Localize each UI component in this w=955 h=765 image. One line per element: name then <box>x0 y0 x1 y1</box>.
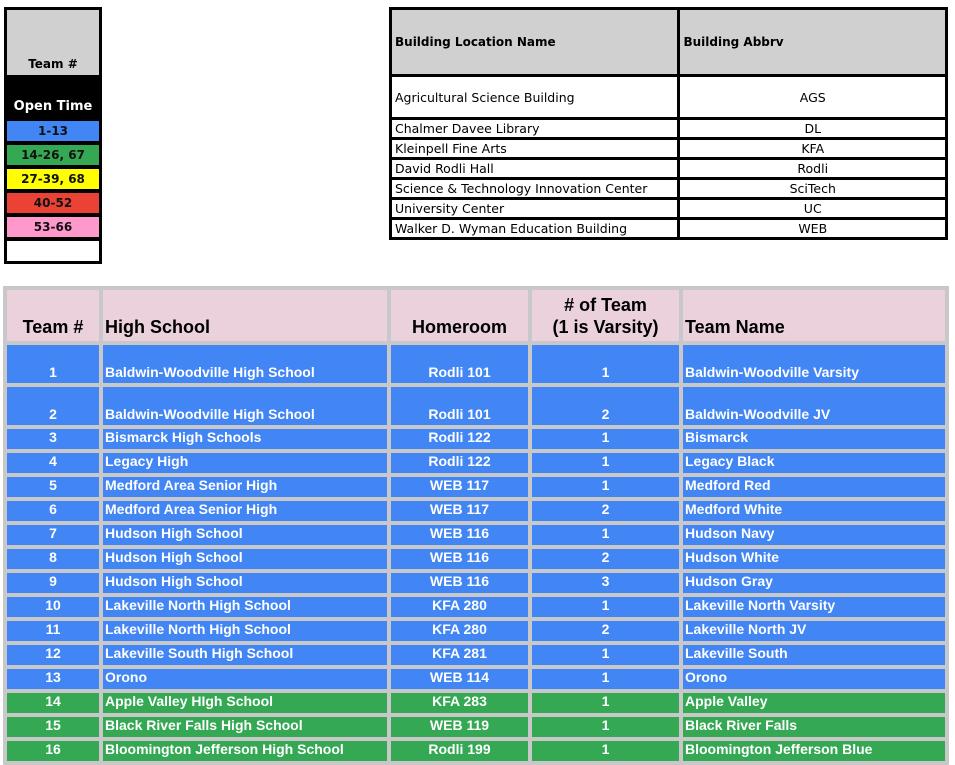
team-name: Hudson Gray <box>683 573 945 593</box>
team-number: 14 <box>7 693 99 713</box>
homeroom: WEB 119 <box>391 717 528 737</box>
building-row <box>391 199 947 219</box>
building-table <box>389 7 948 240</box>
header-num-of-team-line2: (1 is Varsity) <box>552 317 659 337</box>
high-school: Lakeville North High School <box>103 621 387 641</box>
high-school: Hudson High School <box>103 525 387 545</box>
team-count: 1 <box>532 717 679 737</box>
legend-item-yellow: 27-39, 68 <box>7 169 99 189</box>
table-row <box>7 573 945 593</box>
homeroom: Rodli 199 <box>391 741 528 761</box>
building-name: Science & Technology Innovation Center <box>391 179 679 199</box>
header-homeroom: Homeroom <box>391 290 528 341</box>
team-number: 5 <box>7 477 99 497</box>
homeroom: Rodli 101 <box>391 345 528 383</box>
high-school: Lakeville South High School <box>103 645 387 665</box>
table-row <box>7 525 945 545</box>
high-school: Bismarck High Schools <box>103 429 387 449</box>
team-number: 10 <box>7 597 99 617</box>
building-name: University Center <box>391 199 679 219</box>
team-count: 1 <box>532 525 679 545</box>
building-abbr: WEB <box>679 219 947 239</box>
team-number: 8 <box>7 549 99 569</box>
legend-item-red: 40-52 <box>7 193 99 213</box>
team-number: 9 <box>7 573 99 593</box>
table-row <box>7 549 945 569</box>
table-row <box>7 741 945 761</box>
homeroom: WEB 116 <box>391 525 528 545</box>
building-row <box>391 179 947 199</box>
homeroom: Rodli 101 <box>391 387 528 425</box>
homeroom: WEB 114 <box>391 669 528 689</box>
building-name: David Rodli Hall <box>391 159 679 179</box>
table-row <box>7 669 945 689</box>
header-building-location-name: Building Location Name <box>391 9 679 76</box>
table-row <box>7 621 945 641</box>
high-school: Medford Area Senior High <box>103 501 387 521</box>
team-count: 1 <box>532 597 679 617</box>
high-school: Legacy High <box>103 453 387 473</box>
team-count: 2 <box>532 501 679 521</box>
team-number: 4 <box>7 453 99 473</box>
table-row <box>7 597 945 617</box>
building-abbr: UC <box>679 199 947 219</box>
building-abbr: KFA <box>679 139 947 159</box>
team-count: 1 <box>532 669 679 689</box>
team-name: Hudson Navy <box>683 525 945 545</box>
high-school: Orono <box>103 669 387 689</box>
team-number: 16 <box>7 741 99 761</box>
homeroom: Rodli 122 <box>391 453 528 473</box>
building-name: Walker D. Wyman Education Building <box>391 219 679 239</box>
table-row <box>7 345 945 383</box>
team-number: 11 <box>7 621 99 641</box>
table-row <box>7 645 945 665</box>
team-name: Lakeville North Varsity <box>683 597 945 617</box>
table-row <box>7 717 945 737</box>
team-number: 13 <box>7 669 99 689</box>
high-school: Medford Area Senior High <box>103 477 387 497</box>
table-row <box>7 693 945 713</box>
homeroom: KFA 283 <box>391 693 528 713</box>
header-building-abbrv: Building Abbrv <box>679 9 947 76</box>
table-row <box>7 453 945 473</box>
header-team-name: Team Name <box>683 290 945 341</box>
building-abbr: DL <box>679 119 947 139</box>
header-num-of-team-line1: # of Team <box>564 295 647 315</box>
teams-table-header <box>7 290 945 341</box>
team-number: 6 <box>7 501 99 521</box>
team-count: 1 <box>532 693 679 713</box>
homeroom: WEB 117 <box>391 477 528 497</box>
team-name: Baldwin-Woodville Varsity <box>683 345 945 383</box>
team-count: 1 <box>532 345 679 383</box>
team-name: Bismarck <box>683 429 945 449</box>
building-abbr: AGS <box>679 76 947 119</box>
team-number: 1 <box>7 345 99 383</box>
team-name: Black River Falls <box>683 717 945 737</box>
building-name: Kleinpell Fine Arts <box>391 139 679 159</box>
legend-blank-cell <box>7 241 99 261</box>
open-time-legend <box>4 7 102 264</box>
table-row <box>7 477 945 497</box>
building-abbr: SciTech <box>679 179 947 199</box>
team-count: 1 <box>532 645 679 665</box>
header-team-number: Team # <box>7 290 99 341</box>
high-school: Bloomington Jefferson High School <box>103 741 387 761</box>
team-name: Medford Red <box>683 477 945 497</box>
header-num-of-team <box>532 290 679 341</box>
high-school: Lakeville North High School <box>103 597 387 617</box>
team-name: Lakeville North JV <box>683 621 945 641</box>
team-name: Hudson White <box>683 549 945 569</box>
homeroom: KFA 280 <box>391 597 528 617</box>
high-school: Hudson High School <box>103 549 387 569</box>
team-name: Baldwin-Woodville JV <box>683 387 945 425</box>
building-abbr: Rodli <box>679 159 947 179</box>
team-name: Bloomington Jefferson Blue <box>683 741 945 761</box>
team-name: Lakeville South <box>683 645 945 665</box>
building-row <box>391 219 947 239</box>
high-school: Hudson High School <box>103 573 387 593</box>
team-name: Medford White <box>683 501 945 521</box>
team-count: 2 <box>532 387 679 425</box>
homeroom: WEB 116 <box>391 549 528 569</box>
header-high-school: High School <box>103 290 387 341</box>
high-school: Apple Valley HIgh School <box>103 693 387 713</box>
homeroom: KFA 280 <box>391 621 528 641</box>
building-name: Agricultural Science Building <box>391 76 679 119</box>
building-row <box>391 76 947 119</box>
team-number: 7 <box>7 525 99 545</box>
team-count: 1 <box>532 453 679 473</box>
team-number: 15 <box>7 717 99 737</box>
team-number: 2 <box>7 387 99 425</box>
homeroom: WEB 117 <box>391 501 528 521</box>
homeroom: KFA 281 <box>391 645 528 665</box>
legend-item-pink: 53-66 <box>7 217 99 237</box>
team-count: 2 <box>532 621 679 641</box>
table-row <box>7 429 945 449</box>
homeroom: WEB 116 <box>391 573 528 593</box>
high-school: Baldwin-Woodville High School <box>103 345 387 383</box>
team-count: 3 <box>532 573 679 593</box>
building-row <box>391 159 947 179</box>
team-count: 2 <box>532 549 679 569</box>
team-count: 1 <box>532 477 679 497</box>
building-table-header <box>391 9 947 76</box>
table-row <box>7 387 945 425</box>
team-name: Orono <box>683 669 945 689</box>
team-count: 1 <box>532 429 679 449</box>
building-row <box>391 139 947 159</box>
teams-table <box>3 286 949 765</box>
team-count: 1 <box>532 741 679 761</box>
high-school: Baldwin-Woodville High School <box>103 387 387 425</box>
legend-open-time-label: Open Time <box>13 99 93 114</box>
team-name: Apple Valley <box>683 693 945 713</box>
team-name: Legacy Black <box>683 453 945 473</box>
high-school: Black River Falls High School <box>103 717 387 737</box>
homeroom: Rodli 122 <box>391 429 528 449</box>
legend-header: Team # <box>7 10 99 75</box>
building-row <box>391 119 947 139</box>
team-number: 3 <box>7 429 99 449</box>
legend-item-blue: 1-13 <box>7 121 99 141</box>
building-name: Chalmer Davee Library <box>391 119 679 139</box>
team-number: 12 <box>7 645 99 665</box>
legend-item-green: 14-26, 67 <box>7 145 99 165</box>
table-row <box>7 501 945 521</box>
